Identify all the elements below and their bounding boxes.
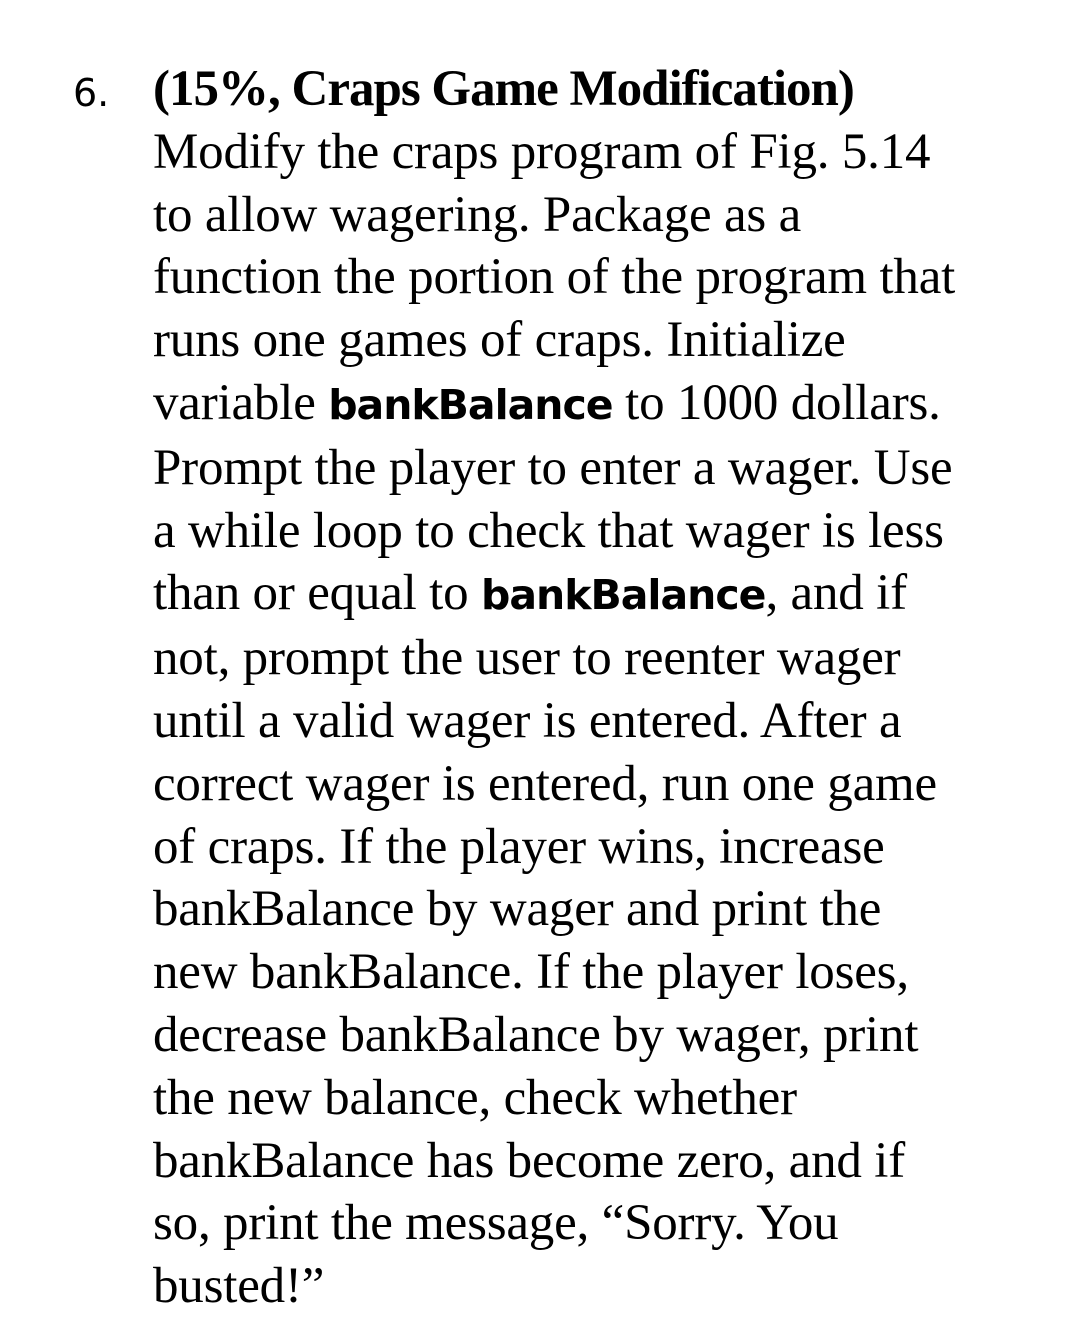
text-line: not, prompt the user to reenter wager (153, 630, 901, 687)
text-line: decrease bankBalance by wager, print (153, 1006, 919, 1063)
text-line: new bankBalance. If the player loses, (153, 944, 909, 1001)
text-fragment: than or equal to (153, 565, 482, 622)
text-fragment: variable (153, 374, 329, 431)
text-line: of craps. If the player wins, increase (153, 818, 885, 875)
text-line: until a valid wager is entered. After a (153, 692, 902, 749)
text-line: a while loop to check that wager is less (153, 502, 944, 559)
text-line: Modify the craps program of Fig. 5.14 (153, 123, 931, 180)
text-line: busted!” (153, 1258, 325, 1315)
text-line: function the portion of the program that (153, 249, 956, 306)
text-line (153, 372, 1053, 437)
text-line: correct wager is entered, run one game (153, 755, 937, 812)
text-line: bankBalance by wager and print the (153, 881, 882, 938)
text-line: bankBalance has become zero, and if (153, 1132, 905, 1189)
text-fragment: , and if (765, 565, 907, 622)
code-term: bankBalance (481, 571, 766, 620)
text-line: so, print the message, “Sorry. You (153, 1195, 839, 1252)
text-line: to allow wagering. Package as a (153, 186, 802, 243)
item-number: 6. (73, 71, 110, 115)
text-fragment: to 1000 dollars. (612, 374, 941, 431)
text-line: Prompt the player to enter a wager. Use (153, 439, 953, 496)
item-body (153, 58, 1053, 1318)
text-line (153, 562, 1053, 627)
item-heading: (15%, Craps Game Modification) (153, 61, 854, 117)
text-line: runs one games of craps. Initialize (153, 312, 846, 369)
code-term: bankBalance (328, 380, 613, 429)
text-line: the new balance, check whether (153, 1069, 797, 1126)
